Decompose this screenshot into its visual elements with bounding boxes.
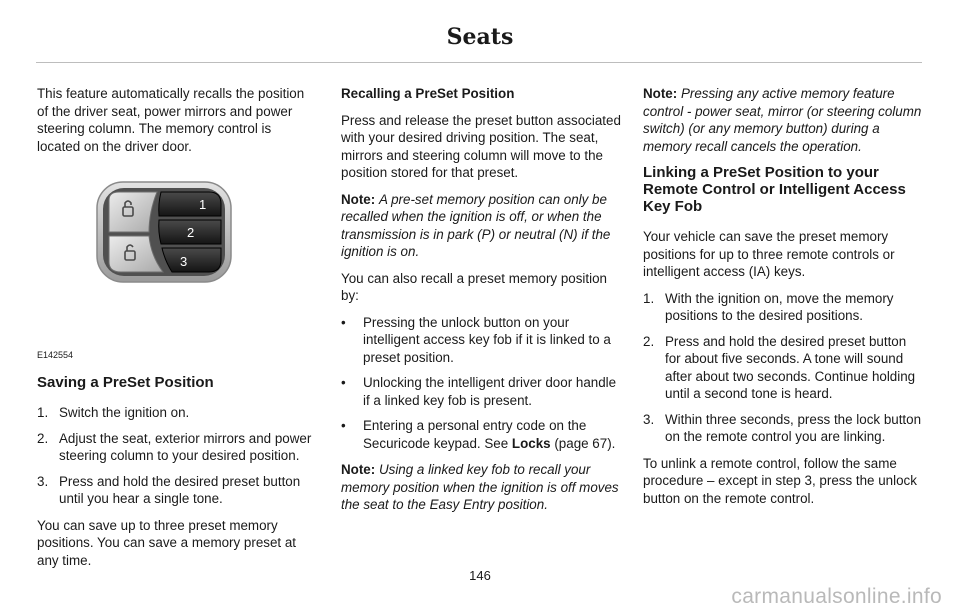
intro-paragraph: This feature automatically recalls the position of the driver seat, power mirrors and power steering column. The memory control is located on the driver door. <box>37 86 305 154</box>
note-text: A pre-set memory position can only be recalled when the ignition is off, or when the transmission is in park (P) or neutral (N) if the ignition is on. <box>341 191 611 259</box>
list-item <box>341 314 621 367</box>
bullet-text: Unlocking the intelligent driver door handle if a linked key fob is present. <box>363 375 617 408</box>
step-number: 1. <box>643 290 655 306</box>
locks-cross-reference-link[interactable]: Locks <box>511 435 551 451</box>
step-number: 3. <box>643 411 655 427</box>
linking-steps <box>643 290 925 446</box>
note-label: Note: <box>341 191 376 207</box>
bullet-text: Entering a personal entry code on the Securicode keypad. See <box>363 418 587 451</box>
step-number: 3. <box>37 473 49 489</box>
note-label: Note: <box>643 86 678 101</box>
step-number: 1. <box>37 405 49 420</box>
recall-heading: Recalling a PreSet Position <box>341 86 515 101</box>
step-text: Switch the ignition on. <box>59 405 190 420</box>
watermark: carmanualsonline.info <box>731 585 942 608</box>
column-1 <box>37 85 315 578</box>
list-item <box>37 404 315 422</box>
saving-heading: Saving a PreSet Position <box>37 374 214 391</box>
step-number: 2. <box>37 430 49 446</box>
preset-label-1: 1 <box>199 197 207 212</box>
saving-steps <box>37 404 315 508</box>
step-text: Within three seconds, press the lock button on the remote control you are linking. <box>665 411 922 444</box>
header-divider <box>36 62 922 63</box>
also-paragraph: You can also recall a preset memory position by: <box>341 270 607 303</box>
bullet: • <box>341 314 346 330</box>
unlink-paragraph: To unlink a remote control, follow the same procedure – except in step 3, press the unlock button on the remote control. <box>643 455 917 506</box>
saving-paragraph: You can save up to three preset memory positions. You can save a memory preset at any time. <box>37 517 297 568</box>
list-item <box>341 374 621 409</box>
page-title: Seats <box>446 24 514 50</box>
list-item <box>643 333 925 403</box>
note-text: Pressing any active memory feature control - power seat, mirror (or steering column switch) (or any memory button) during a memory recall cancels the operation. <box>643 86 922 154</box>
step-text: With the ignition on, move the memory positions to the desired positions. <box>665 290 894 323</box>
note-3 <box>643 85 925 155</box>
bullet: • <box>341 418 346 433</box>
step-text: Press and hold the desired preset button until you hear a single tone. <box>59 473 301 506</box>
note-label: Note: <box>341 462 376 477</box>
page-number: 146 <box>469 568 491 583</box>
figure-code: E142554 <box>37 349 74 360</box>
list-item <box>37 430 315 465</box>
list-item <box>643 411 925 446</box>
memory-control-illustration <box>37 164 315 364</box>
column-2 <box>341 85 621 523</box>
preset-button-3 <box>162 248 221 272</box>
note-2 <box>341 461 621 514</box>
page-reference: (page 67). <box>554 435 616 451</box>
linking-heading: Linking a PreSet Position to your Remote Control or Intelligent Access Key Fob <box>643 164 906 215</box>
recall-paragraph: Press and release the preset button associated with your desired driving position. The seat, mirrors and steering column will move to the position stored for that preset. <box>341 112 621 180</box>
memory-control-figure <box>37 164 315 364</box>
list-item <box>37 473 315 508</box>
list-item <box>643 290 925 325</box>
step-text: Adjust the seat, exterior mirrors and power steering column to your desired position. <box>59 430 312 463</box>
preset-label-2: 2 <box>187 225 195 240</box>
column-3 <box>643 85 925 516</box>
bullet: • <box>341 375 346 390</box>
preset-button-1 <box>159 192 221 216</box>
linking-paragraph: Your vehicle can save the preset memory positions for up to three remote controls or intelligent access (IA) keys. <box>643 229 895 279</box>
note-1 <box>341 191 621 261</box>
step-number: 2. <box>643 333 655 349</box>
step-text: Press and hold the desired preset button for about five seconds. A tone will sound after about two seconds. Continue holding until a second tone is heard. <box>665 333 916 401</box>
list-item <box>341 417 621 452</box>
bullet-text: Pressing the unlock button on your intelligent access key fob if it is linked to a preset position. <box>363 314 611 365</box>
note-text: Using a linked key fob to recall your memory position when the ignition is off moves the seat to the Easy Entry position. <box>341 462 619 512</box>
recall-methods-list <box>341 314 621 453</box>
preset-label-3: 3 <box>180 254 188 269</box>
